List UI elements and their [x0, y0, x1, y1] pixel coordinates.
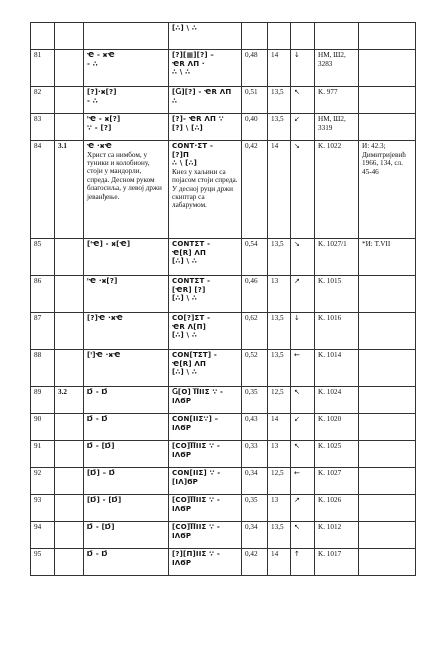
die-axis-text: ↙ [294, 415, 300, 423]
diameter-cell [268, 313, 291, 350]
inventory-cell [315, 387, 359, 414]
reference-cell [359, 414, 416, 441]
catalog-number-cell [31, 239, 55, 276]
catalog-number-text: 87 [34, 314, 42, 322]
inventory-cell [315, 441, 359, 468]
table-row [31, 549, 416, 576]
type-group-cell [55, 441, 84, 468]
obverse-legend-cell [84, 114, 169, 141]
inventory-text: K. 1012 [318, 523, 342, 531]
inventory-text: НМ, Ш2, 3319 [318, 115, 346, 132]
diameter-cell [268, 468, 291, 495]
reverse-legend: [Ⴚ][?] - ҼR ΛΠ ∴ [172, 88, 232, 105]
catalog-number-text: 93 [34, 496, 42, 504]
weight-cell [242, 313, 268, 350]
catalog-number-text: 95 [34, 550, 42, 558]
inventory-text: K. 1015 [318, 277, 342, 285]
diameter-cell [268, 141, 291, 239]
diameter-cell [268, 276, 291, 313]
catalog-number-text: 89 [34, 388, 42, 396]
die-axis-text: ↗ [294, 496, 300, 504]
catalog-number-cell [31, 313, 55, 350]
inventory-text: K. 1025 [318, 442, 342, 450]
table-row [31, 387, 416, 414]
obverse-legend-cell [84, 441, 169, 468]
reverse-legend-cell [169, 50, 242, 87]
die-axis-cell [291, 350, 315, 387]
table-row [31, 114, 416, 141]
inventory-cell [315, 50, 359, 87]
reference-cell [359, 441, 416, 468]
obverse-legend: Ɒ̄ - [Ɒ̄] [87, 442, 115, 450]
table-row [31, 414, 416, 441]
obverse-legend: ᴵҼ ·ӿ[?] [87, 277, 118, 285]
obverse-legend: Ɒ̄ - Ɒ̄ [87, 415, 108, 423]
die-axis-cell [291, 522, 315, 549]
inventory-text: K. 1022 [318, 142, 342, 150]
reverse-legend-cell [169, 276, 242, 313]
reverse-legend-cell [169, 239, 242, 276]
reference-cell [359, 50, 416, 87]
reverse-legend-cell [169, 350, 242, 387]
weight-text: 0,42 [245, 550, 258, 558]
type-group-cell [55, 50, 84, 87]
weight-text: 0,40 [245, 115, 258, 123]
inventory-cell [315, 239, 359, 276]
inventory-cell [315, 23, 359, 50]
obverse-legend: [?]Ҽ ·ӿҼ [87, 314, 124, 322]
die-axis-text: ← [294, 351, 300, 359]
weight-cell [242, 239, 268, 276]
obverse-legend-cell [84, 350, 169, 387]
weight-text: 0,52 [245, 351, 258, 359]
diameter-cell [268, 522, 291, 549]
weight-text: 0,51 [245, 88, 258, 96]
reverse-legend: ϹΟΝ[ΤΣΤ] - Ҽ[R] ΛΠ [∴] \ ∴ [172, 351, 218, 377]
inventory-text: K. 1027/1 [318, 240, 347, 248]
reverse-legend: [ϹΟ]Ι̅Ι̅ΙΙΣ ∵ - ΙΛϬΡ [172, 523, 220, 540]
die-axis-text: ↖ [294, 523, 300, 531]
type-group-cell [55, 387, 84, 414]
reference-cell [359, 114, 416, 141]
obverse-legend-cell [84, 87, 169, 114]
die-axis-text: ↘ [294, 240, 300, 248]
diameter-text: 13 [271, 277, 279, 285]
diameter-cell [268, 87, 291, 114]
catalog-number-text: 90 [34, 415, 42, 423]
diameter-text: 13,5 [271, 240, 284, 248]
obverse-legend-cell [84, 313, 169, 350]
obverse-legend: Ҽ - ӿҼ - ∴ [87, 51, 115, 68]
weight-text: 0,43 [245, 415, 258, 423]
weight-cell [242, 549, 268, 576]
reference-cell [359, 23, 416, 50]
weight-cell [242, 350, 268, 387]
obverse-legend-cell [84, 50, 169, 87]
die-axis-cell [291, 87, 315, 114]
type-group-cell [55, 495, 84, 522]
diameter-text: 14 [271, 550, 279, 558]
weight-text: 0,48 [245, 51, 258, 59]
die-axis-cell [291, 549, 315, 576]
weight-cell [242, 468, 268, 495]
catalog-number-cell [31, 414, 55, 441]
catalog-number-cell [31, 23, 55, 50]
catalog-number-cell [31, 495, 55, 522]
die-axis-text: ↖ [294, 388, 300, 396]
die-axis-text: ← [294, 469, 300, 477]
obverse-legend: Ɒ̄ - Ɒ̄ [87, 388, 108, 396]
catalog-number-cell [31, 468, 55, 495]
inventory-text: K. 1020 [318, 415, 342, 423]
reverse-legend-cell [169, 441, 242, 468]
inventory-cell [315, 495, 359, 522]
catalog-number-text: 92 [34, 469, 42, 477]
reverse-legend: [?][Π]ΙΙΣ ∵ - ΙΛϬΡ [172, 550, 220, 567]
obverse-legend: [Ɒ̄] - [Ɒ̄] [87, 496, 122, 504]
weight-cell [242, 414, 268, 441]
obverse-legend-cell [84, 239, 169, 276]
diameter-text: 13,5 [271, 88, 284, 96]
diameter-text: 13 [271, 496, 279, 504]
reverse-legend-cell [169, 387, 242, 414]
reference-cell [359, 468, 416, 495]
weight-cell [242, 495, 268, 522]
weight-cell [242, 441, 268, 468]
die-axis-text: ↙ [294, 115, 300, 123]
reference-cell [359, 350, 416, 387]
obverse-legend: [?]·ӿ[?] - ∴ [87, 88, 117, 105]
diameter-cell [268, 350, 291, 387]
inventory-cell [315, 350, 359, 387]
inventory-cell [315, 276, 359, 313]
die-axis-cell [291, 239, 315, 276]
reference-cell [359, 87, 416, 114]
catalog-table-body [31, 23, 416, 576]
catalog-number-text: 86 [34, 277, 42, 285]
reference-cell [359, 522, 416, 549]
inventory-cell [315, 87, 359, 114]
inventory-cell [315, 313, 359, 350]
weight-cell [242, 114, 268, 141]
reverse-legend-cell [169, 23, 242, 50]
obverse-legend-cell [84, 468, 169, 495]
diameter-cell [268, 114, 291, 141]
weight-cell [242, 522, 268, 549]
die-axis-cell [291, 276, 315, 313]
diameter-cell [268, 50, 291, 87]
diameter-text: 13,5 [271, 314, 284, 322]
diameter-cell [268, 495, 291, 522]
type-group-cell [55, 114, 84, 141]
inventory-text: K. 1014 [318, 351, 342, 359]
reference-cell [359, 549, 416, 576]
type-group-cell [55, 522, 84, 549]
weight-cell [242, 141, 268, 239]
catalog-number-cell [31, 114, 55, 141]
table-row [31, 50, 416, 87]
weight-text: 0,34 [245, 523, 258, 531]
die-axis-cell [291, 387, 315, 414]
inventory-text: K. 1026 [318, 496, 342, 504]
inventory-text: K. 1017 [318, 550, 342, 558]
catalog-number-cell [31, 441, 55, 468]
type-group-cell [55, 87, 84, 114]
reverse-description: Кнез у хаљини са појасом стоји спреда. У десној руци држи скиптар са лабарумом. [172, 167, 238, 210]
weight-text: 0,62 [245, 314, 258, 322]
inventory-text: K. 1016 [318, 314, 342, 322]
catalog-number-cell [31, 522, 55, 549]
weight-cell [242, 23, 268, 50]
table-row [31, 276, 416, 313]
type-group-cell [55, 313, 84, 350]
catalog-number-cell [31, 87, 55, 114]
type-group-cell [55, 141, 84, 239]
die-axis-text: ↑ [294, 550, 300, 558]
obverse-legend-cell [84, 387, 169, 414]
obverse-legend-cell [84, 141, 169, 239]
weight-cell [242, 87, 268, 114]
table-row [31, 495, 416, 522]
table-row [31, 87, 416, 114]
inventory-text: K. 1027 [318, 469, 342, 477]
catalog-number-text: 83 [34, 115, 42, 123]
obverse-legend-cell [84, 522, 169, 549]
weight-text: 0,46 [245, 277, 258, 285]
reverse-legend-cell [169, 495, 242, 522]
diameter-text: 12,5 [271, 469, 284, 477]
catalog-number-cell [31, 141, 55, 239]
diameter-cell [268, 549, 291, 576]
catalog-number-cell [31, 276, 55, 313]
type-group-cell [55, 23, 84, 50]
die-axis-cell [291, 141, 315, 239]
die-axis-text: ↖ [294, 88, 300, 96]
reverse-legend: ϹΟΝΤΣΤ - [ҼR] [?] [∴] \ ∴ [172, 277, 211, 303]
die-axis-cell [291, 441, 315, 468]
inventory-cell [315, 549, 359, 576]
diameter-text: 12,5 [271, 388, 284, 396]
reference-text: *И: T.VII [362, 240, 391, 248]
obverse-legend-cell [84, 414, 169, 441]
table-row [31, 239, 416, 276]
table-row [31, 441, 416, 468]
weight-cell [242, 50, 268, 87]
catalog-number-cell [31, 387, 55, 414]
catalog-number-text: 94 [34, 523, 42, 531]
inventory-cell [315, 141, 359, 239]
catalog-number-text: 88 [34, 351, 42, 359]
obverse-description: Христ са нимбом, у туники и колобиону, стоји у мандорли, спреда. Десном руком благосиља, у левој држи јеванђење. [87, 150, 162, 201]
reverse-legend: ϹΟΝ[ΙΙΣ] ∵ - [ΙΛ]ϬΡ [172, 469, 221, 486]
reverse-legend: [ϹΟ]Ι̅Ι̅ΙΙΣ ∵ - ΙΛϬΡ [172, 442, 220, 459]
weight-text: 0,42 [245, 142, 258, 150]
diameter-text: 13 [271, 442, 279, 450]
type-group-cell [55, 350, 84, 387]
table-row [31, 522, 416, 549]
catalog-number-cell [31, 549, 55, 576]
die-axis-cell [291, 414, 315, 441]
catalog-number-text: 85 [34, 240, 42, 248]
reverse-legend-cell [169, 141, 242, 239]
reference-cell [359, 276, 416, 313]
reverse-legend: ϹΟΝΤΣΤ - Ҽ[R] ΛΠ [∴] \ ∴ [172, 240, 211, 266]
diameter-cell [268, 414, 291, 441]
die-axis-text: ↖ [294, 442, 300, 450]
reverse-legend-cell [169, 313, 242, 350]
reverse-legend: [∴] \ ∴ [172, 24, 197, 32]
inventory-cell [315, 114, 359, 141]
obverse-legend-cell [84, 549, 169, 576]
die-axis-text: ↘ [294, 142, 300, 150]
inventory-text: K. 1024 [318, 388, 342, 396]
reverse-legend-cell [169, 114, 242, 141]
reverse-legend-cell [169, 522, 242, 549]
die-axis-cell [291, 468, 315, 495]
diameter-text: 13,5 [271, 523, 284, 531]
die-axis-cell [291, 23, 315, 50]
type-group-cell [55, 276, 84, 313]
die-axis-cell [291, 50, 315, 87]
inventory-text: K. 977 [318, 88, 338, 96]
diameter-text: 14 [271, 415, 279, 423]
reference-cell [359, 239, 416, 276]
table-row [31, 468, 416, 495]
catalog-number-text: 91 [34, 442, 42, 450]
catalog-number-text: 81 [34, 51, 42, 59]
inventory-cell [315, 414, 359, 441]
type-group-text: 3.1 [58, 142, 67, 150]
type-group-cell [55, 414, 84, 441]
diameter-cell [268, 23, 291, 50]
catalog-number-cell [31, 350, 55, 387]
table-row [31, 23, 416, 50]
type-group-cell [55, 549, 84, 576]
obverse-legend: [Ɒ̄] – Ɒ̄ [87, 469, 116, 477]
coin-catalog-table [30, 22, 416, 576]
diameter-cell [268, 441, 291, 468]
reference-cell [359, 387, 416, 414]
die-axis-text: ↓ [294, 51, 300, 59]
reverse-legend: [ϹΟ]Ι̅Ι̅ΙΙΣ ∵ - ΙΛϬΡ [172, 496, 220, 513]
obverse-legend: Ɒ̄ - Ɒ̄ [87, 550, 108, 558]
obverse-legend: [ᴵҼ] - ӿ[Ҽ] [87, 240, 131, 248]
obverse-legend: Ҽ ·ӿҼ [87, 142, 112, 150]
reference-cell [359, 141, 416, 239]
reverse-legend: [?]- ҼR ΛΠ ∵ [?] \ [∴] [172, 115, 224, 132]
table-row [31, 313, 416, 350]
reverse-legend: ϹΟΝΤ·ΣΤ - [?]Π ∴ \ [∴] [172, 142, 214, 168]
obverse-legend: Ɒ̄ - [Ɒ̄] [87, 523, 115, 531]
catalog-number-text: 82 [34, 88, 42, 96]
obverse-legend-cell [84, 276, 169, 313]
diameter-text: 14 [271, 51, 279, 59]
reverse-legend: Ⴚ[Ο] Ι̅Ι̅ΙΙΣ ∵ - ΙΛϬΡ [172, 388, 224, 405]
weight-text: 0,54 [245, 240, 258, 248]
die-axis-cell [291, 313, 315, 350]
weight-cell [242, 276, 268, 313]
obverse-legend: ᴵҼ - ӿ[?] ∵ - [?] [87, 115, 121, 132]
catalog-number-cell [31, 50, 55, 87]
reference-cell [359, 313, 416, 350]
diameter-cell [268, 387, 291, 414]
die-axis-text: ↓ [294, 314, 300, 322]
weight-text: 0,34 [245, 469, 258, 477]
table-row [31, 141, 416, 239]
reverse-legend-cell [169, 468, 242, 495]
reference-cell [359, 495, 416, 522]
reverse-legend: ϹΟ[?]ΣΤ - ҼR Λ[Π] [∴] \ ∴ [172, 314, 211, 340]
weight-text: 0,35 [245, 388, 258, 396]
die-axis-cell [291, 495, 315, 522]
diameter-text: 13,5 [271, 115, 284, 123]
type-group-cell [55, 468, 84, 495]
obverse-legend-cell [84, 23, 169, 50]
weight-text: 0,35 [245, 496, 258, 504]
inventory-text: НМ, Ш2, 3283 [318, 51, 346, 68]
reverse-legend-cell [169, 414, 242, 441]
weight-text: 0,33 [245, 442, 258, 450]
die-axis-text: ↗ [294, 277, 300, 285]
obverse-legend: [ᴵ]Ҽ ·ӿҼ [87, 351, 121, 359]
diameter-text: 13,5 [271, 351, 284, 359]
reverse-legend: [?][▦][?] – ҼR ΛΠ · ∴ \ ∴ [172, 51, 215, 77]
diameter-cell [268, 239, 291, 276]
inventory-cell [315, 522, 359, 549]
type-group-text: 3.2 [58, 388, 67, 396]
type-group-cell [55, 239, 84, 276]
reverse-legend: ϹΟΝ[ΙΙΣ∵] – ΙΛϬΡ [172, 415, 219, 432]
reverse-legend-cell [169, 87, 242, 114]
diameter-text: 14 [271, 142, 279, 150]
obverse-legend-cell [84, 495, 169, 522]
inventory-cell [315, 468, 359, 495]
die-axis-cell [291, 114, 315, 141]
table-row [31, 350, 416, 387]
reference-text: И: 42.3; Димитријевић 1966, 134, сл. 45-46 [362, 142, 406, 176]
reverse-legend-cell [169, 549, 242, 576]
catalog-number-text: 84 [34, 142, 42, 150]
weight-cell [242, 387, 268, 414]
